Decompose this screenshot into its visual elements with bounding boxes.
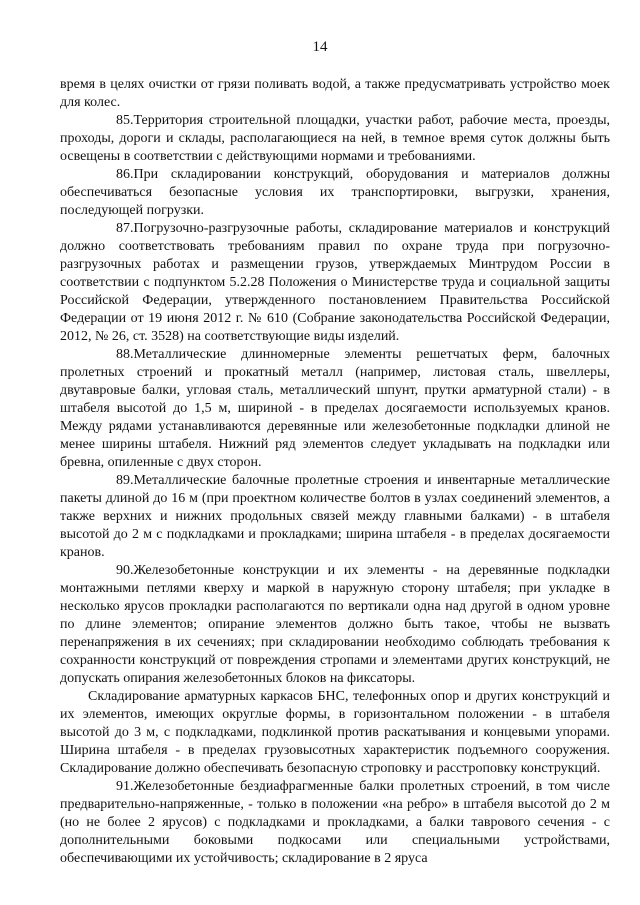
paragraph-number: 89.	[116, 473, 134, 488]
paragraph-text: Погрузочно-разгрузочные работы, складирование материалов и конструкций должно соответствовать требованиям правил по охране труда при погрузочно-разгрузочных работах и размещении грузов, утверждаемых Минтрудом России в соответствии с подпунктом 5.2.28 Положения о Министерстве труда и социальной защиты Российской Федерации, утвержденного постановлением Правительства Российской Федерации от 19 июня 2012 г. № 610 (Собрание законодательства Российской Федерации, 2012, № 26, ст. 3528) на соответствующие виды изделий.	[60, 221, 610, 344]
paragraph-89	[60, 472, 610, 562]
paragraph-text: время в целях очистки от грязи поливать водой, а также предусматривать устройство моек для колес.	[60, 77, 610, 110]
paragraph-number: 87.	[116, 221, 134, 236]
paragraph-continuation	[60, 76, 610, 112]
paragraph-text: Металлические балочные пролетные строения и инвентарные металлические пакеты длиной до 16 м (при проектном количестве болтов в узлах соединений элементов, а также верхних и нижних продольных связей между главными балками) - в штабеля высотой до 2 м с подкладками и прокладками; ширина штабеля - в пределах досягаемости кранов.	[60, 473, 610, 560]
paragraph-91	[60, 778, 610, 868]
paragraph-text: Складирование арматурных каркасов БНС, телефонных опор и других конструкций и их элементов, имеющих округлые формы, в горизонтальном положении - в штабеля высотой до 3 м, с подкладками, подклинкой против раскатывания и концевыми упорами. Ширина штабеля - в пределах грузовысотных характеристик подъемного сооружения. Складирование должно обеспечивать безопасную строповку и расстроповку конструкций.	[60, 689, 610, 776]
paragraph-number: 91.	[116, 779, 134, 794]
paragraph-85	[60, 112, 610, 166]
paragraph-text: Железобетонные бездиафрагменные балки пролетных строений, в том числе предварительно-напряженные, - только в положении «на ребро» в штабеля высотой до 2 м (но не более 2 ярусов) с подкладками и прокладками, а балки таврового сечения - с дополнительными боковыми подкосами или специальными устройствами, обеспечивающими их устойчивость; складирование в 2 яруса	[60, 779, 610, 866]
paragraph-87	[60, 220, 610, 346]
document-body	[60, 76, 610, 868]
paragraph-text: При складировании конструкций, оборудования и материалов должны обеспечиваться безопасные условия их транспортировки, выгрузки, хранения, последующей погрузки.	[60, 167, 610, 218]
paragraph-number: 86.	[116, 167, 134, 182]
paragraph-number: 90.	[116, 563, 134, 578]
paragraph-90-continued	[60, 688, 610, 778]
paragraph-number: 88.	[116, 347, 134, 362]
page-number: 14	[312, 39, 328, 55]
paragraph-90	[60, 562, 610, 688]
paragraph-number: 85.	[116, 113, 134, 128]
paragraph-text: Железобетонные конструкции и их элементы - на деревянные подкладки монтажными петлями кверху и маркой в наружную сторону штабеля; при укладке в несколько ярусов прокладки располагаются по вертикали одна над другой в одном уровне по длине элементов; опирание элементов должно быть такое, чтобы не вызвать перенапряжения в их сечениях; при складировании необходимо соблюдать требования к сохранности конструкций от повреждения стропами и элементами других конструкций, не допускать опирания железобетонных блоков на фиксаторы.	[60, 563, 610, 686]
paragraph-text: Территория строительной площадки, участки работ, рабочие места, проезды, проходы, дороги и склады, располагающиеся на ней, в темное время суток должны быть освещены в соответствии с действующими нормами и требованиями.	[60, 113, 610, 164]
paragraph-86	[60, 166, 610, 220]
paragraph-text: Металлические длинномерные элементы решетчатых ферм, балочных пролетных строений и прокатный металл (например, листовая сталь, швеллеры, двутавровые балки, угловая сталь, металлический шпунт, прутки арматурной стали) - в штабеля высотой до 1,5 м, шириной - в пределах досягаемости используемых кранов. Между рядами устанавливаются деревянные или железобетонные подкладки длиной не менее ширины штабеля. Нижний ряд элементов следует укладывать на подкладки или бревна, опиленные с двух сторон.	[60, 347, 610, 470]
paragraph-88	[60, 346, 610, 472]
